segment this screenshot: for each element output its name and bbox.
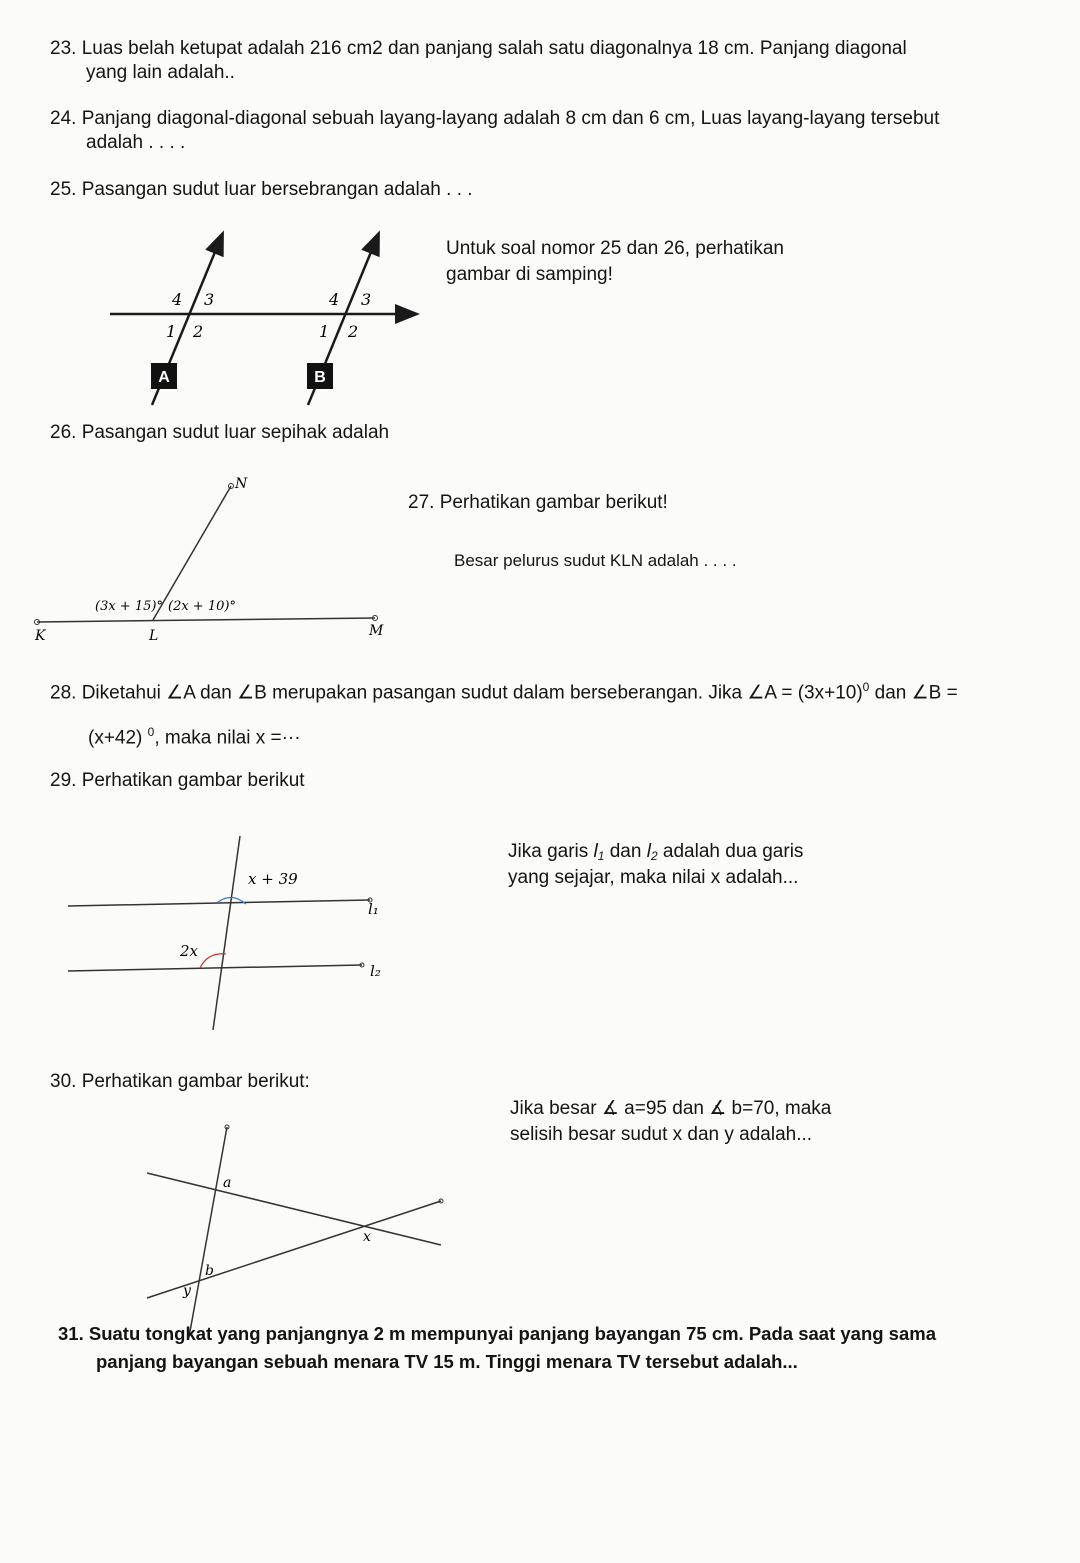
angle-top-label: x + 39: [248, 870, 298, 888]
q23-line1: 23. Luas belah ketupat adalah 216 cm2 dan panjang salah satu diagonalnya 18 cm. Panjang diagonal: [50, 38, 907, 59]
q29-line1-b: dan: [604, 841, 647, 862]
q28-line1-b: dan ∠B =: [869, 682, 958, 704]
fig1-a-angle-3: 3: [204, 290, 215, 309]
q29-title: 29. Perhatikan gambar berikut: [50, 770, 305, 791]
l2-label: l₂: [370, 962, 381, 980]
fig1-b-angle-1: 1: [319, 322, 330, 341]
note-25-26-line2: gambar di samping!: [446, 264, 613, 285]
angle-left-label: (3x + 15)°: [95, 599, 163, 614]
label-x-angle: x: [363, 1229, 371, 1245]
q30-title: 30. Perhatikan gambar berikut:: [50, 1071, 310, 1092]
label-a: A: [158, 369, 170, 386]
q29-line1-a: Jika garis: [508, 841, 594, 862]
q28-line2-a: (x+42): [88, 727, 148, 749]
q28-line1-sup: 0: [862, 680, 870, 694]
point-l-label: L: [149, 628, 159, 644]
line-km: [37, 618, 375, 622]
fig1-b-angle-3: 3: [361, 290, 372, 309]
q29-line1-c: adalah dua garis: [657, 841, 804, 862]
q28-line2-sup: 0: [147, 725, 155, 739]
q28-line2-b: , maka nilai x =···: [154, 727, 301, 749]
q27-question: Besar pelurus sudut KLN adalah . . . .: [454, 551, 737, 570]
q29-line1: [508, 840, 803, 868]
label-b: B: [314, 369, 326, 386]
label-a-angle: a: [223, 1175, 232, 1191]
q29-l1-sub: 1: [597, 849, 605, 863]
q27-title: 27. Perhatikan gambar berikut!: [408, 492, 668, 513]
q29-line2: yang sejajar, maka nilai x adalah...: [508, 867, 799, 888]
point-k-label: K: [35, 628, 46, 644]
line-top: [147, 1173, 441, 1245]
transversal-line: [213, 836, 240, 1030]
angle-bottom-label: 2x: [180, 942, 199, 960]
fig1-b-angle-2: 2: [348, 322, 359, 341]
q28-line2: [88, 720, 301, 750]
figure-parallel-l1-l2: [60, 828, 400, 1038]
q29-l2-sub: 2: [650, 849, 658, 863]
q24-line2: adalah . . . .: [86, 132, 186, 153]
angle-right-label: (2x + 10)°: [168, 599, 236, 614]
figure-parallel-transversals: [100, 225, 430, 410]
q24-line1: 24. Panjang diagonal-diagonal sebuah layang-layang adalah 8 cm dan 6 cm, Luas layang-layang tersebut: [50, 108, 940, 129]
point-m-label: M: [369, 623, 384, 639]
figure-intersecting-lines: [135, 1115, 455, 1345]
q31-line1: 31. Suatu tongkat yang panjangnya 2 m mempunyai panjang bayangan 75 cm. Pada saat yang sama: [58, 1323, 937, 1344]
label-y-angle: y: [183, 1283, 191, 1299]
point-n-label: N: [235, 476, 248, 492]
q31-line2: panjang bayangan sebuah menara TV 15 m. Tinggi menara TV tersebut adalah...: [96, 1351, 798, 1372]
q28-line1: [50, 675, 958, 705]
label-b-angle: b: [205, 1263, 214, 1279]
q25-question: 25. Pasangan sudut luar bersebrangan adalah . . .: [50, 179, 473, 200]
note-25-26-line1: Untuk soal nomor 25 dan 26, perhatikan: [446, 238, 784, 259]
fig1-a-angle-2: 2: [193, 322, 204, 341]
fig1-b-angle-4: 4: [329, 290, 340, 309]
l1-label: l₁: [368, 900, 379, 918]
q29-l1: l: [593, 841, 598, 862]
line-bottom: [147, 1201, 441, 1298]
q28-line1-a: 28. Diketahui ∠A dan ∠B merupakan pasangan sudut dalam berseberangan. Jika ∠A = (3x+10): [50, 682, 863, 704]
line-l2: [68, 965, 362, 971]
figure-kln-angles: [25, 470, 405, 650]
q30-line1: Jika besar ∡ a=95 dan ∡ b=70, maka: [510, 1098, 832, 1119]
fig1-a-angle-1: 1: [166, 322, 177, 341]
fig1-a-angle-4: 4: [172, 290, 183, 309]
q23-line2: yang lain adalah..: [86, 62, 235, 83]
q29-l2: l: [646, 841, 651, 862]
q30-line2: selisih besar sudut x dan y adalah...: [510, 1124, 813, 1145]
line-vertical: [189, 1127, 227, 1337]
q26-question: 26. Pasangan sudut luar sepihak adalah: [50, 422, 390, 443]
